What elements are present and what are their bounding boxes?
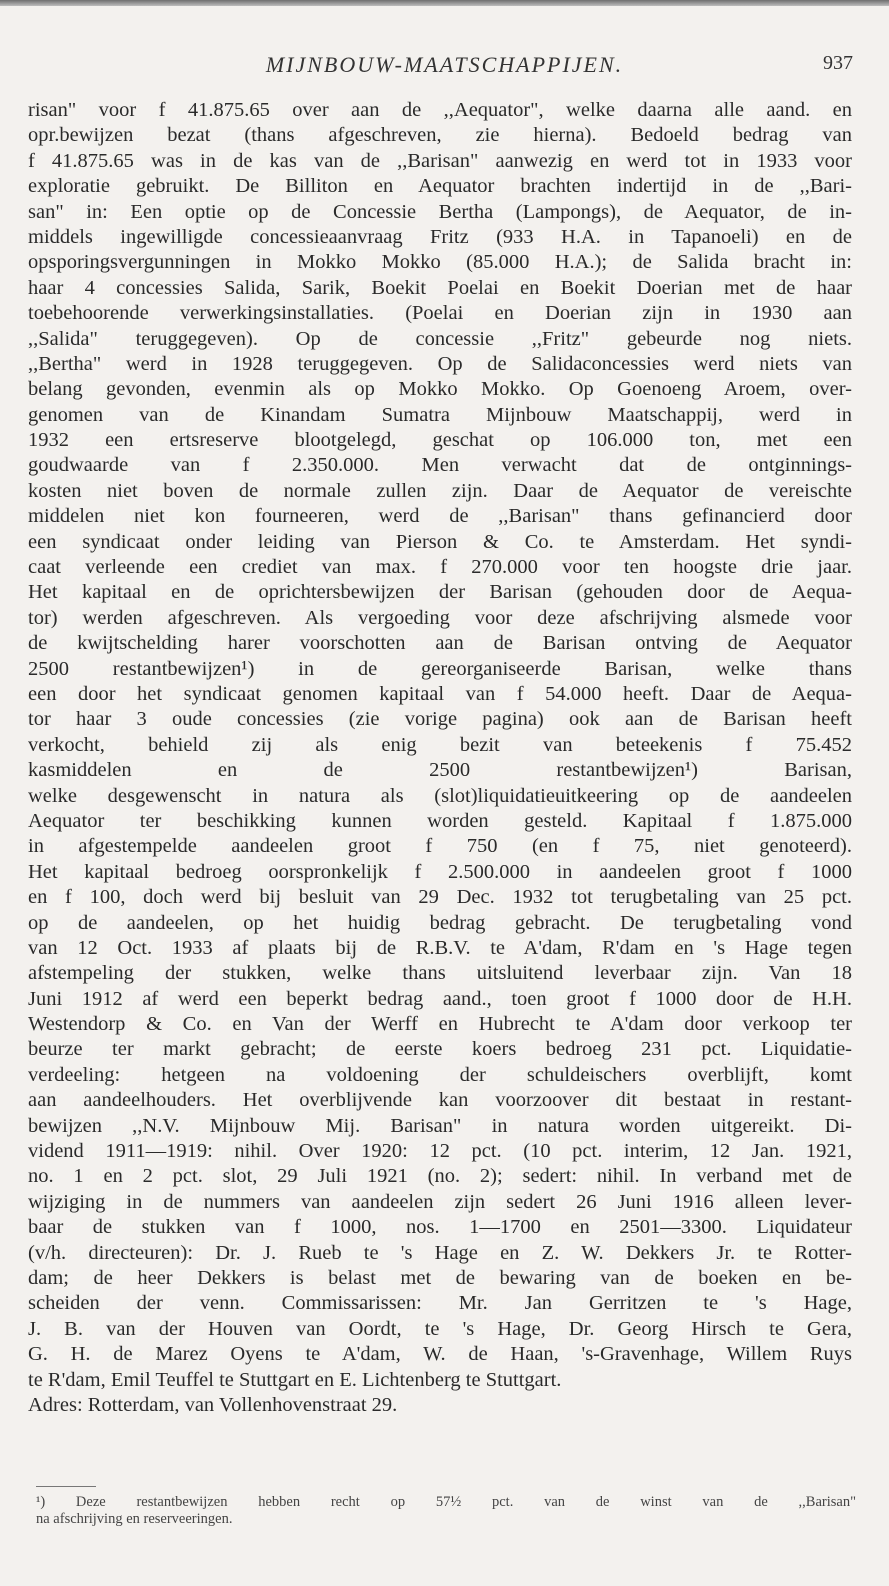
running-title: MIJNBOUW-MAATSCHAPPIJEN.: [265, 52, 624, 77]
text-line: kasmiddelen en de 2500 restantbewijzen¹) Barisan,: [28, 759, 852, 782]
text-line: aan aandeelhouders. Het overblijvende kan voorzoover dit bestaat in restant-: [28, 1089, 852, 1112]
text-line: Juni 1912 af werd een beperkt bedrag aand., toen groot f 1000 door de H.H.: [28, 987, 852, 1010]
text-line: verdeeling: hetgeen na voldoening der schuldeischers overblijft, komt: [28, 1063, 852, 1086]
text-line: Adres: Rotterdam, van Vollenhovenstraat 29.: [28, 1393, 398, 1416]
text-line: G. H. de Marez Oyens te A'dam, W. de Haan, 's-Gravenhage, Willem Ruys: [28, 1343, 852, 1366]
text-line: exploratie gebruikt. De Billiton en Aequator brachten indertijd in de ,,Bari-: [28, 175, 852, 198]
text-line: op de aandeelen, op het huidig bedrag gebracht. De terugbetaling vond: [28, 911, 852, 934]
text-line: caat verleende een crediet van max. f 270.000 voor ten hoogste drie jaar.: [28, 556, 852, 579]
text-line: middelen niet kon fourneeren, werd de ,,Barisan" thans gefinancierd door: [28, 505, 852, 528]
page-header: [0, 52, 889, 86]
text-line: goudwaarde van f 2.350.000. Men verwacht dat de ontginnings-: [28, 454, 852, 477]
text-line: opr.bewijzen bezat (thans afgeschreven, zie hierna). Bedoeld bedrag van: [28, 124, 852, 147]
text-line: scheiden der venn. Commissarissen: Mr. Jan Gerritzen te 's Hage,: [28, 1292, 852, 1315]
page-number: 937: [823, 52, 853, 74]
text-line: risan" voor f 41.875.65 over aan de ,,Aequator", welke daarna alle aand. en: [28, 99, 852, 121]
text-line: Westendorp & Co. en Van der Werff en Hubrecht te A'dam door verkoop ter: [28, 1013, 852, 1036]
text-line: middels ingewilligde concessieaanvraag Fritz (933 H.A. in Tapanoeli) en de: [28, 225, 852, 248]
footnote-line: na afschrijving en reserveeringen.: [36, 1511, 233, 1527]
text-line: tor) werden afgeschreven. Als vergoeding voor deze afschrijving alsmede voor: [28, 606, 852, 629]
text-line: wijziging in de nummers van aandeelen zijn sedert 26 Juni 1916 alleen lever-: [28, 1190, 852, 1213]
text-line: toebehoorende verwerkingsinstallaties. (Poelai en Doerian zijn in 1930 aan: [28, 302, 852, 325]
text-line: haar 4 concessies Salida, Sarik, Boekit Poelai en Boekit Doerian met de haar: [28, 276, 852, 299]
text-line: in afgestempelde aandeelen groot f 750 (en f 75, niet genoteerd).: [28, 835, 852, 858]
text-line: dam; de heer Dekkers is belast met de bewaring van de boeken en be-: [28, 1266, 852, 1289]
text-line: vidend 1911—1919: nihil. Over 1920: 12 pct. (10 pct. interim, 12 Jan. 1921,: [28, 1140, 852, 1163]
text-line: te R'dam, Emil Teuffel te Stuttgart en E. Lichtenberg te Stuttgart.: [28, 1368, 562, 1391]
text-line: kosten niet boven de normale zullen zijn. Daar de Aequator de vereischte: [28, 479, 852, 502]
text-line: welke desgewenscht in natura als (slot)liquidatieuitkeering op de aandeelen: [28, 784, 852, 807]
text-line: beurze ter markt gebracht; de eerste koers bedroeg 231 pct. Liquidatie-: [28, 1038, 852, 1061]
text-line: ,,Bertha" werd in 1928 teruggegeven. Op de Salidaconcessies werd niets van: [28, 352, 852, 375]
text-line: tor haar 3 oude concessies (zie vorige pagina) ook aan de Barisan heeft: [28, 708, 852, 731]
text-line: belang gevonden, evenmin als op Mokko Mokko. Op Goenoeng Aroem, over-: [28, 378, 852, 401]
text-line: san" in: Een optie op de Concessie Bertha (Lampongs), de Aequator, de in-: [28, 200, 852, 223]
text-line: J. B. van der Houven van Oordt, te 's Hage, Dr. Georg Hirsch te Gera,: [28, 1317, 852, 1340]
text-line: een syndicaat onder leiding van Pierson & Co. te Amsterdam. Het syndi-: [28, 530, 852, 553]
text-line: een door het syndicaat genomen kapitaal van f 54.000 heeft. Daar de Aequa-: [28, 682, 852, 705]
text-line: no. 1 en 2 pct. slot, 29 Juli 1921 (no. 2); sedert: nihil. In verband met de: [28, 1165, 852, 1188]
text-line: 2500 restantbewijzen¹) in de gereorganiseerde Barisan, welke thans: [28, 657, 852, 680]
text-line: verkocht, behield zij als enig bezit van beteekenis f 75.452: [28, 733, 852, 756]
text-line: opsporingsvergunningen in Mokko Mokko (85.000 H.A.); de Salida bracht in:: [28, 251, 852, 274]
text-line: 1932 een ertsreserve blootgelegd, geschat op 106.000 ton, met een: [28, 429, 852, 452]
body-text: [0, 98, 852, 1418]
text-line: van 12 Oct. 1933 af plaats bij de R.B.V. te A'dam, R'dam en 's Hage tegen: [28, 936, 852, 959]
text-line: bewijzen ,,N.V. Mijnbouw Mij. Barisan" in natura worden uitgereikt. Di-: [28, 1114, 852, 1137]
top-rule: [0, 0, 889, 6]
text-line: Aequator ter beschikking kunnen worden gesteld. Kapitaal f 1.875.000: [28, 809, 852, 832]
text-line: (v/h. directeuren): Dr. J. Rueb te 's Hage en Z. W. Dekkers Jr. te Rotter-: [28, 1241, 852, 1264]
text-line: afstempeling der stukken, welke thans uitsluitend leverbaar zijn. Van 18: [28, 962, 852, 985]
text-line: Het kapitaal bedroeg oorspronkelijk f 2.500.000 in aandeelen groot f 1000: [28, 860, 852, 883]
text-line: f 41.875.65 was in de kas van de ,,Barisan" aanwezig en werd tot in 1933 voor: [28, 149, 852, 172]
text-line: en f 100, doch werd bij besluit van 29 Dec. 1932 tot terugbetaling van 25 pct.: [28, 886, 852, 909]
footnote-line: ¹) Deze restantbewijzen hebben recht op 57½ pct. van de winst van de ,,Barisan": [36, 1494, 856, 1510]
footnote: [36, 1494, 856, 1528]
footnote-rule: [36, 1486, 96, 1487]
text-line: baar de stukken van f 1000, nos. 1—1700 en 2501—3300. Liquidateur: [28, 1216, 852, 1239]
text-line: de kwijtschelding harer voorschotten aan de Barisan ontving de Aequator: [28, 632, 852, 655]
text-line: ,,Salida" teruggegeven). Op de concessie ,,Fritz" gebeurde nog niets.: [28, 327, 852, 350]
text-line: genomen van de Kinandam Sumatra Mijnbouw Maatschappij, werd in: [28, 403, 852, 426]
text-line: Het kapitaal en de oprichtersbewijzen der Barisan (gehouden door de Aequa-: [28, 581, 852, 604]
